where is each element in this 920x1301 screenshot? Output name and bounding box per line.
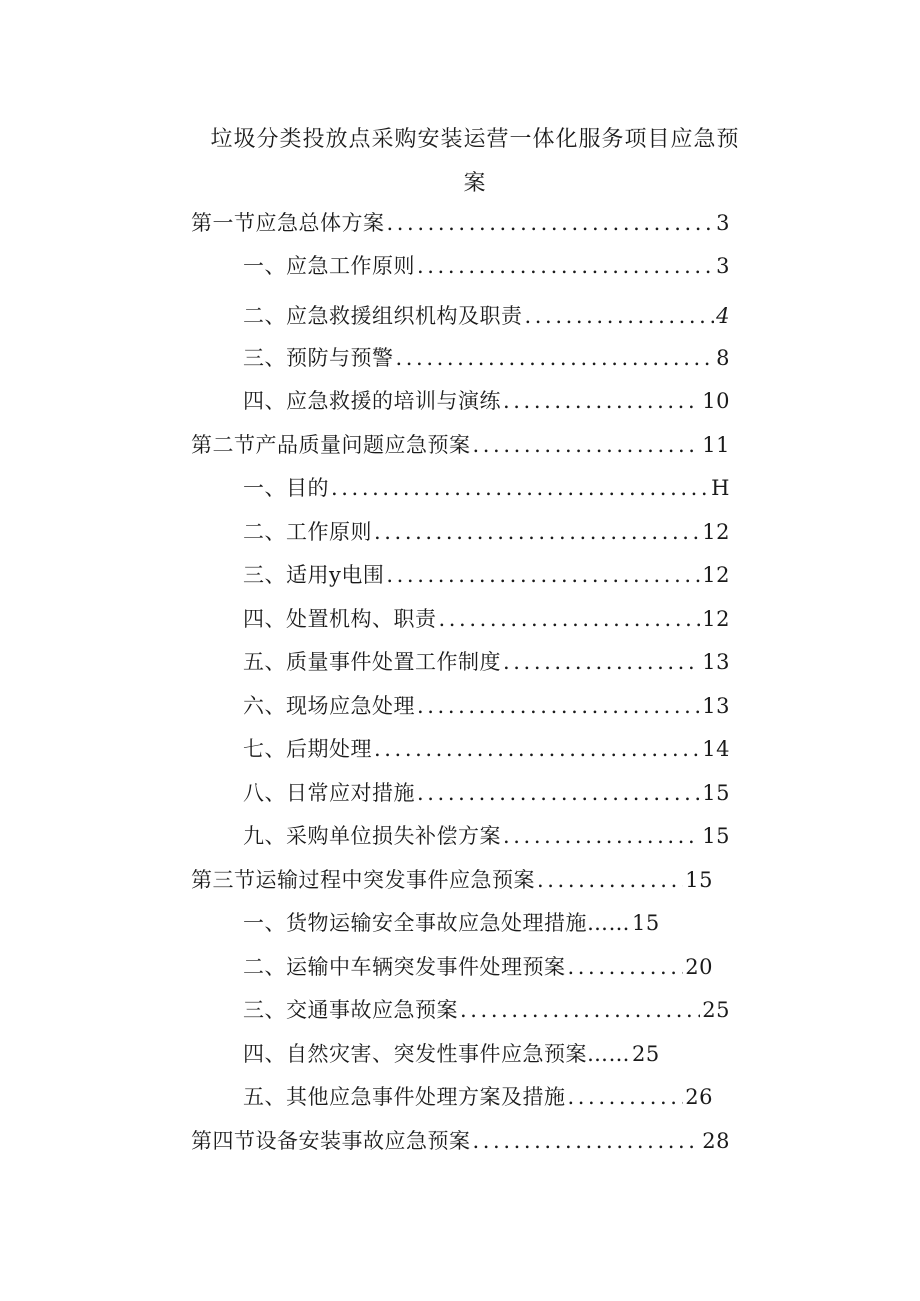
toc-entry-label: 二、运输中车辆突发事件处理预案 bbox=[243, 955, 566, 979]
toc-entry-label: 八、日常应对措施 bbox=[243, 781, 415, 805]
toc-page-number: 28 bbox=[702, 1129, 730, 1153]
toc-section-4[interactable] bbox=[191, 1126, 730, 1156]
toc-entry-label: 第二节产品质量问题应急预案 bbox=[191, 433, 471, 457]
toc-entry-label: 六、现场应急处理 bbox=[243, 694, 415, 718]
toc-page-number: 10 bbox=[702, 389, 730, 413]
toc-subsection[interactable] bbox=[243, 647, 730, 677]
toc-dot-leader bbox=[384, 560, 700, 590]
toc-dot-leader bbox=[501, 821, 700, 851]
toc-page-number: 13 bbox=[702, 694, 730, 718]
toc-entry-label: 一、应急工作原则 bbox=[243, 254, 415, 278]
toc-entry-label: 九、采购单位损失补偿方案 bbox=[243, 824, 501, 848]
toc-entry-label: 三、适用y电围 bbox=[243, 563, 385, 587]
toc-dot-leader bbox=[501, 386, 700, 416]
toc-entry-label: 五、其他应急事件处理方案及措施 bbox=[243, 1085, 566, 1109]
toc-dot-leader bbox=[471, 430, 701, 460]
toc-subsection[interactable] bbox=[243, 251, 730, 281]
toc-dot-leader bbox=[501, 647, 700, 677]
toc-subsection[interactable] bbox=[243, 821, 730, 851]
toc-dot-leader bbox=[523, 301, 715, 331]
toc-page-number: 12 bbox=[702, 607, 730, 631]
toc-entry-label: 第一节应急总体方案 bbox=[191, 211, 385, 235]
toc-page-number: 12 bbox=[702, 520, 730, 544]
toc-subsection[interactable] bbox=[243, 778, 730, 808]
toc-page-number: 4 bbox=[716, 304, 730, 328]
toc-page-number: 8 bbox=[716, 346, 730, 370]
toc-page-number: 15 bbox=[685, 868, 713, 892]
toc-dot-leader bbox=[415, 778, 700, 808]
toc-entry-label: 一、目的 bbox=[243, 476, 329, 500]
toc-subsection[interactable] bbox=[243, 1039, 660, 1069]
toc-entry-label: 第三节运输过程中突发事件应急预案 bbox=[191, 868, 535, 892]
toc-dot-leader bbox=[415, 251, 714, 281]
toc-subsection[interactable] bbox=[243, 386, 730, 416]
toc-dot-leader bbox=[566, 952, 684, 982]
toc-subsection[interactable] bbox=[243, 734, 730, 764]
toc-entry-label: 三、预防与预警 bbox=[243, 346, 394, 370]
toc-page-number: 25 bbox=[632, 1042, 660, 1066]
toc-page-number: 26 bbox=[685, 1085, 713, 1109]
toc-entry-label: 四、自然灾害、突发性事件应急预案…… bbox=[243, 1042, 630, 1066]
toc-page-number: 12 bbox=[702, 563, 730, 587]
toc-subsection[interactable] bbox=[243, 995, 730, 1025]
toc-section-1[interactable] bbox=[191, 208, 730, 238]
toc-dot-leader bbox=[471, 1126, 701, 1156]
toc-subsection[interactable] bbox=[243, 952, 713, 982]
document-title-line-2: 案 bbox=[463, 171, 487, 196]
toc-entry-label: 三、交通事故应急预案 bbox=[243, 998, 458, 1022]
toc-dot-leader bbox=[329, 473, 709, 503]
toc-subsection[interactable] bbox=[243, 517, 730, 547]
toc-page-number: 15 bbox=[702, 824, 730, 848]
toc-section-2[interactable] bbox=[191, 430, 730, 460]
toc-dot-leader bbox=[458, 995, 700, 1025]
toc-dot-leader bbox=[535, 865, 683, 895]
toc-page-number: 3 bbox=[716, 211, 730, 235]
toc-dot-leader bbox=[372, 734, 700, 764]
toc-page-number: 15 bbox=[702, 781, 730, 805]
toc-entry-label: 七、后期处理 bbox=[243, 737, 372, 761]
toc-dot-leader bbox=[372, 517, 700, 547]
document-title-line-1: 垃圾分类投放点采购安装运营一体化服务项目应急预 bbox=[210, 127, 740, 152]
toc-subsection[interactable] bbox=[243, 691, 730, 721]
toc-dot-leader bbox=[415, 691, 700, 721]
toc-page-number: 25 bbox=[702, 998, 730, 1022]
toc-page-number: 3 bbox=[716, 254, 730, 278]
toc-entry-label: 二、应急救援组织机构及职责 bbox=[243, 304, 523, 328]
toc-dot-leader bbox=[385, 208, 715, 238]
toc-subsection[interactable] bbox=[243, 604, 730, 634]
toc-entry-label: 第四节设备安装事故应急预案 bbox=[191, 1129, 471, 1153]
toc-subsection[interactable] bbox=[243, 1082, 713, 1112]
toc-entry-label: 一、货物运输安全事故应急处理措施…… bbox=[243, 911, 630, 935]
toc-subsection[interactable] bbox=[243, 908, 660, 938]
toc-entry-label: 四、应急救援的培训与演练 bbox=[243, 389, 501, 413]
toc-subsection[interactable] bbox=[243, 301, 730, 331]
toc-page-number: 15 bbox=[632, 911, 660, 935]
toc-section-3[interactable] bbox=[191, 865, 713, 895]
toc-subsection[interactable] bbox=[243, 343, 730, 373]
toc-page-number: 20 bbox=[685, 955, 713, 979]
toc-page-number: 11 bbox=[702, 433, 730, 457]
toc-dot-leader bbox=[437, 604, 701, 634]
toc-subsection[interactable] bbox=[243, 560, 730, 590]
toc-subsection[interactable] bbox=[243, 473, 730, 503]
toc-entry-label: 五、质量事件处置工作制度 bbox=[243, 650, 501, 674]
toc-dot-leader bbox=[566, 1082, 684, 1112]
toc-entry-label: 四、处置机构、职责 bbox=[243, 607, 437, 631]
toc-page-number: 13 bbox=[702, 650, 730, 674]
toc-entry-label: 二、工作原则 bbox=[243, 520, 372, 544]
toc-dot-leader bbox=[394, 343, 715, 373]
toc-page-number: 14 bbox=[702, 737, 730, 761]
toc-page-number: H bbox=[711, 476, 730, 500]
